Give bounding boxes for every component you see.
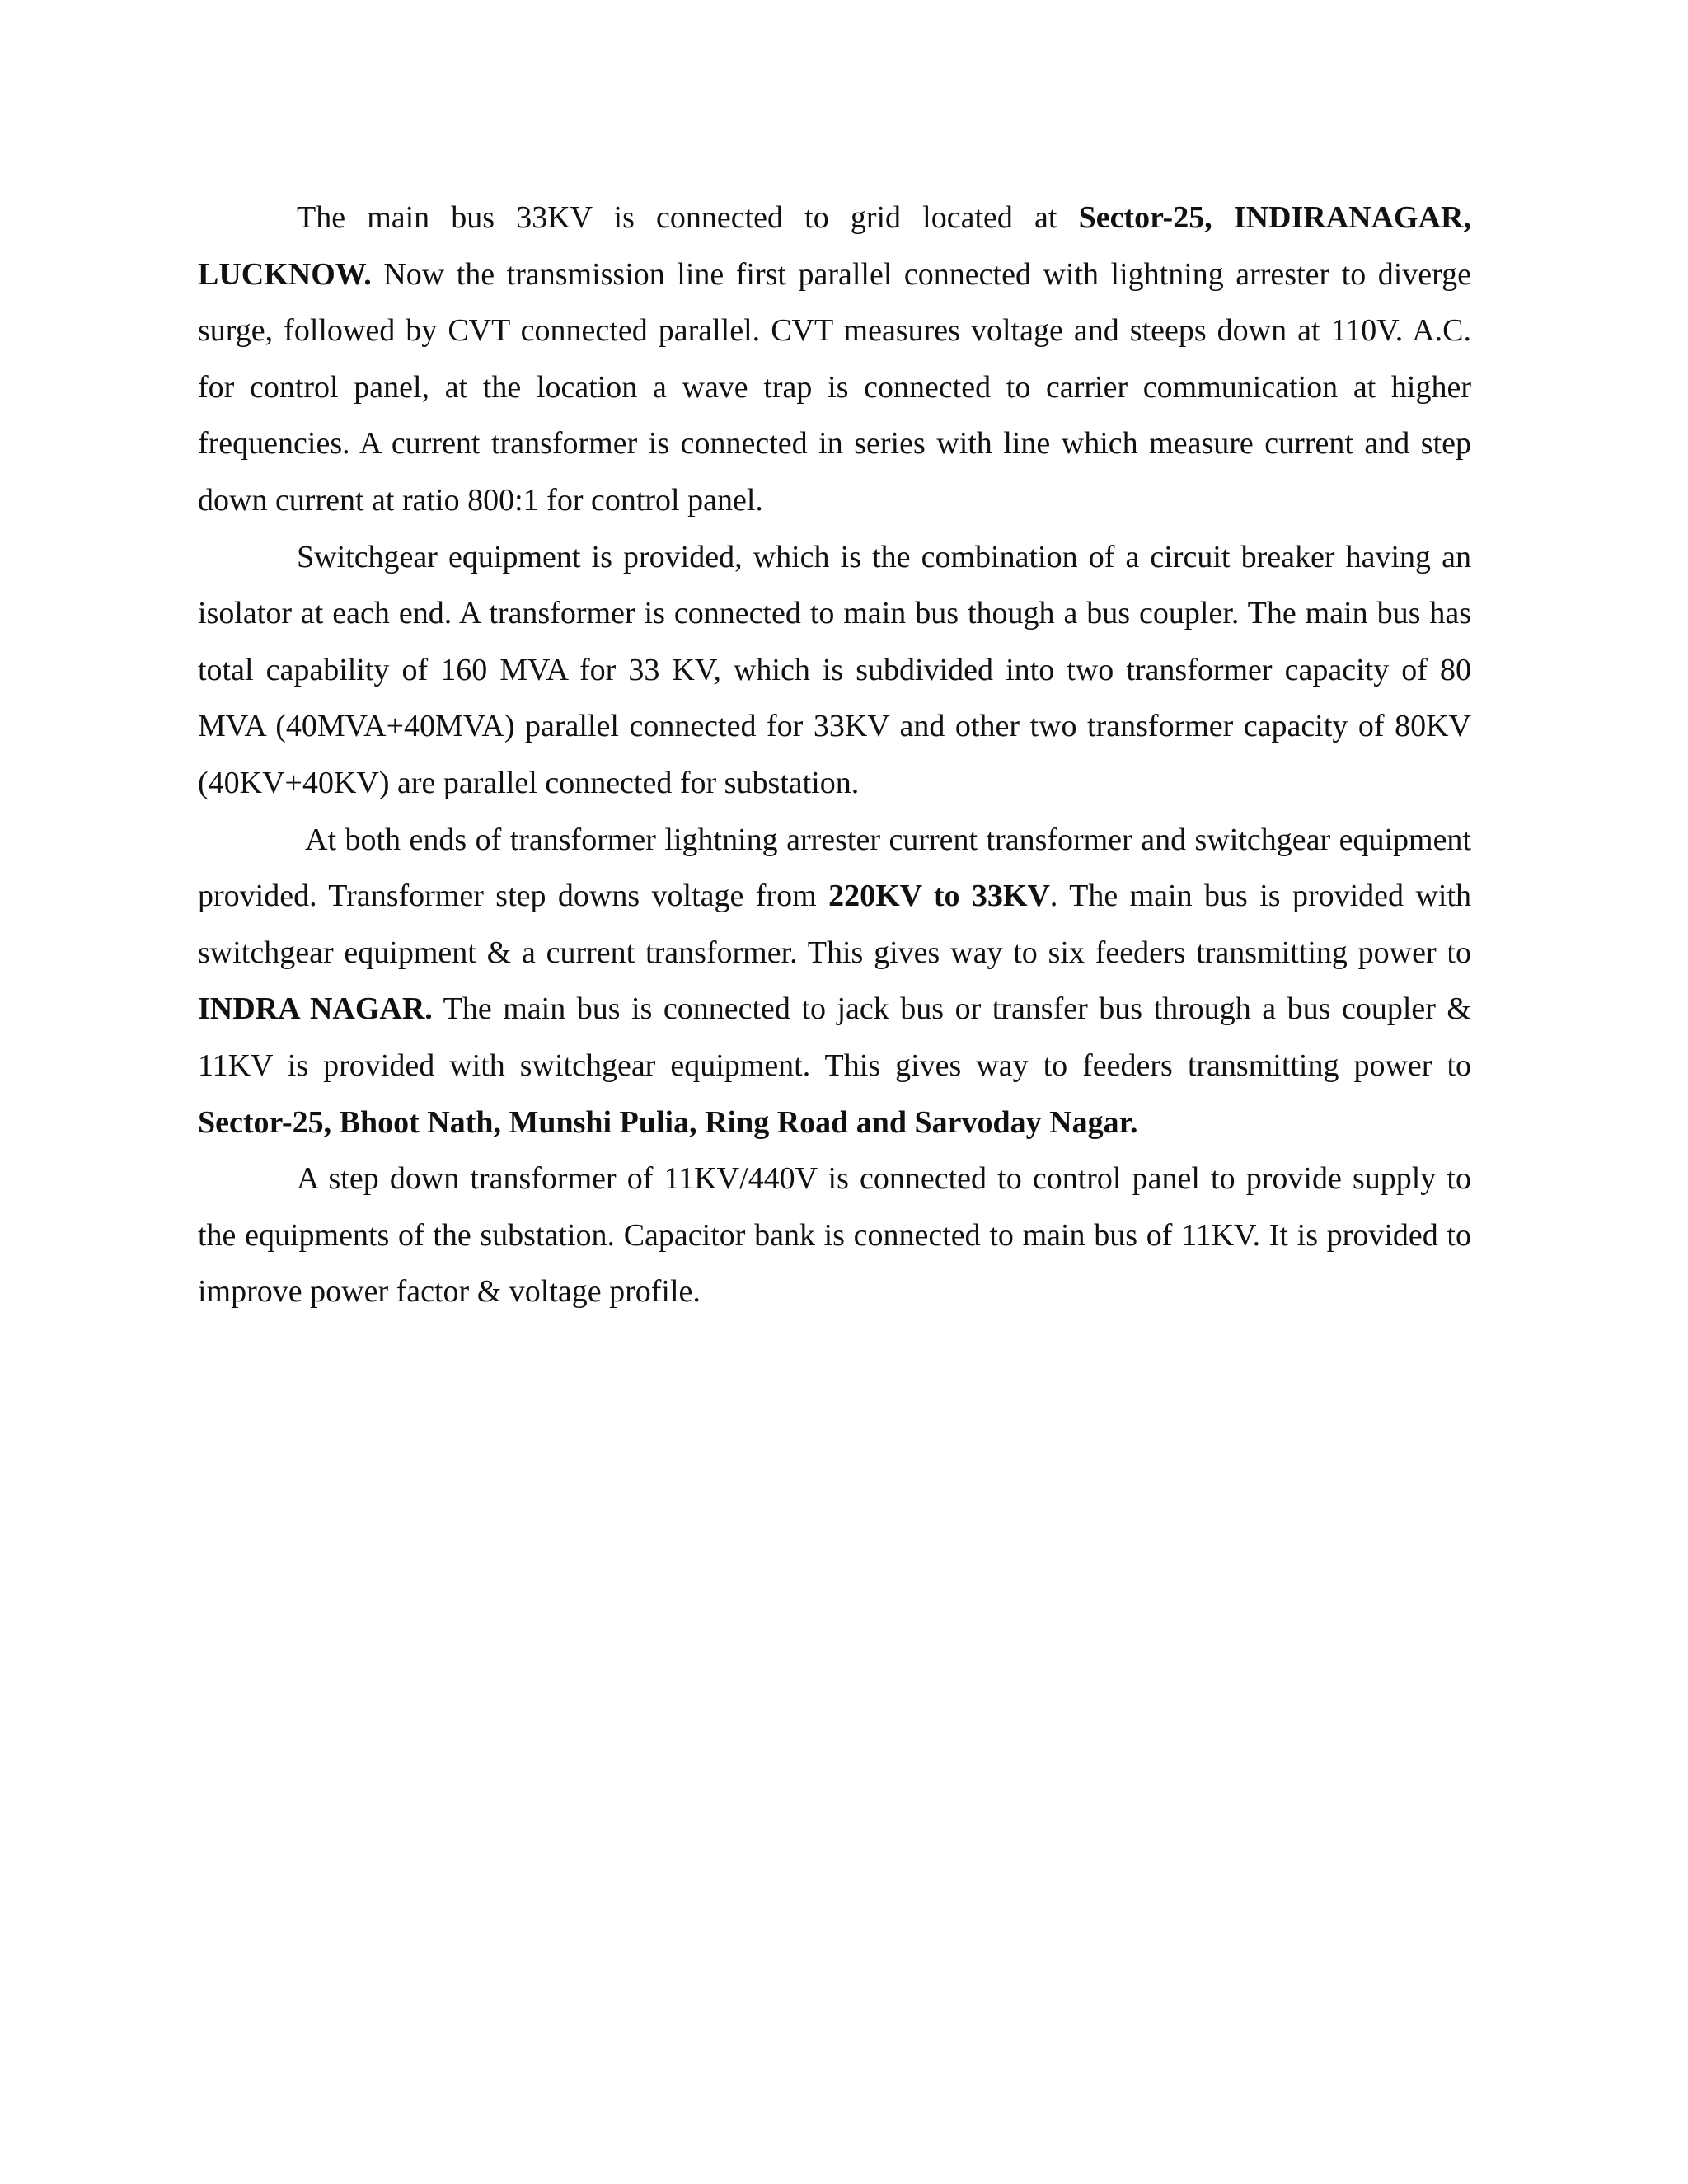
paragraph-1-run-2-bold: Sector-25, INDIRANAGAR, LUCKNOW.	[198, 200, 1471, 292]
paragraph-3-run-6-bold: Sector-25, Bhoot Nath, Munshi Pulia, Ring Road and Sarvoday Nagar.	[198, 1104, 1138, 1140]
paragraph-3-run-5: The main bus is connected to jack bus or transfer bus through a bus coupler & 11KV is provided with switchgear equipment. This gives way to feeders transmitting power to	[198, 991, 1471, 1083]
paragraph-3-run-1: At both ends of transformer lightning arrester current transformer and switchgear equipment provided. Transformer step downs voltage from	[198, 822, 1471, 914]
paragraph-3-run-4-bold: INDRA NAGAR.	[198, 991, 433, 1027]
paragraph-3	[198, 812, 1471, 1151]
document-body	[198, 190, 1471, 1320]
paragraph-1	[198, 190, 1471, 529]
paragraph-4-run-1: A step down transformer of 11KV/440V is connected to control panel to provide supply to the equipments of the substation. Capacitor bank is connected to main bus of 11KV. It is provided to improve power factor & voltage profile.	[198, 1161, 1471, 1310]
paragraph-2-run-1: Switchgear equipment is provided, which is the combination of a circuit breaker having an isolator at each end. A transformer is connected to main bus though a bus coupler. The main bus has total capability of 160 MVA for 33 KV, which is subdivided into two transformer capacity of 80 MVA (40MVA+40MVA) parallel connected for 33KV and other two transformer capacity of 80KV (40KV+40KV) are parallel connected for substation.	[198, 539, 1471, 800]
paragraph-1-run-1: The main bus 33KV is connected to grid located at	[297, 200, 1079, 235]
paragraph-3-run-2-bold: 220KV to 33KV	[828, 879, 1050, 914]
paragraph-4	[198, 1151, 1471, 1320]
paragraph-1-run-3: Now the transmission line first parallel connected with lightning arrester to diverge surge, followed by CVT connected parallel. CVT measures voltage and steeps down at 110V. A.C. for control panel, at the location a wave trap is connected to carrier communication at higher frequencies. A current transformer is connected in series with line which measure current and step down current at ratio 800:1 for control panel.	[198, 256, 1471, 518]
paragraph-3-run-3: . The main bus is provided with switchgear equipment & a current transformer. This gives way to six feeders transmitting power to	[198, 879, 1471, 970]
paragraph-2	[198, 529, 1471, 812]
